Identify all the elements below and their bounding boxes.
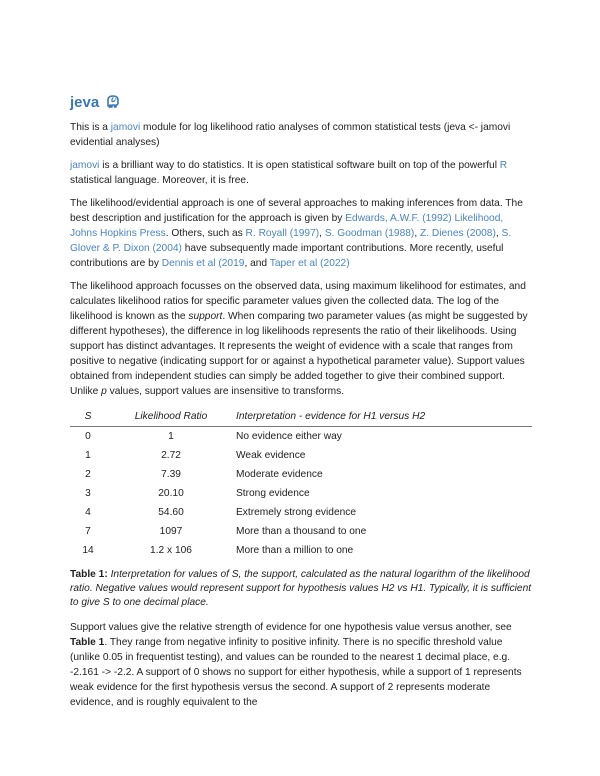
table-cell: More than a thousand to one	[236, 526, 367, 537]
dennis-link[interactable]: Dennis et al (2019	[161, 258, 245, 269]
glover-dixon-link[interactable]: S. Glover & P. Dixon (2004)	[70, 228, 512, 254]
table-row	[70, 484, 532, 503]
r-language-link[interactable]: R	[499, 160, 508, 171]
table-row	[70, 446, 532, 465]
approach-paragraph	[70, 196, 532, 271]
support-text-a: Support values give the relative strength of evidence for one hypothesis value versus another, see	[70, 622, 512, 633]
elephant-icon	[105, 94, 121, 110]
approach-text-f: have subsequently made important contributions. More recently, useful contributions are by	[70, 243, 504, 269]
page-title	[70, 92, 532, 112]
table-cell: 1	[85, 450, 91, 461]
royall-link[interactable]: R. Royall (1997)	[245, 228, 320, 239]
approach-text-e: ,	[495, 228, 502, 239]
likelihood-text-a: The likelihood approach focusses on the observed data, using maximum likelihood for estimates, and calculates likelihood ratios for specific parameter values given the collected data. The log of the likelihood is known as the	[70, 281, 526, 322]
table-reference: Table 1	[70, 637, 105, 648]
approach-text-g: , and	[244, 258, 270, 269]
table-cell: 54.60	[158, 507, 184, 518]
taper-link[interactable]: Taper et al (2022)	[269, 258, 350, 269]
table-cell: 4	[85, 507, 91, 518]
dienes-link[interactable]: Z. Dienes (2008)	[419, 228, 496, 239]
table-cell: More than a million to one	[236, 545, 354, 556]
p-term: p	[101, 386, 107, 397]
approach-text-a: The likelihood/evidential approach is one of several approaches to making inferences from data. The best description and justification for the approach is given by	[70, 198, 523, 224]
likelihood-text-b: . When comparing two parameter values (as might be suggested by different hypotheses), the difference in log likelihoods represents the ratio of their likelihoods. Using support has distinct advantages. It represents the weight of evidence with a scale that ranges from positive to negative (indicating support for or against a hypothetical parameter value). Support values obtained from independent studies can simply be added together to give their combined support. Unlike	[70, 311, 528, 397]
document-content	[70, 92, 532, 718]
likelihood-text-c: values, support values are insensitive to transforms.	[106, 386, 345, 397]
intro-paragraph	[70, 120, 532, 150]
table-cell: Extremely strong evidence	[236, 507, 357, 518]
table-header-row	[70, 407, 532, 427]
table-caption	[70, 568, 532, 610]
jamovi-text-a: is a brilliant way to do statistics. It is open statistical software built on top of the powerful	[99, 160, 500, 171]
support-text-b: . They range from negative infinity to positive infinity. There is no specific threshold value (unlike 0.05 in frequentist testing), and values can be rounded to the nearest 1 decimal place, e.g. -2.161 -> -2.2. A support of 0 shows no support for either hypothesis, while a support of 1 represents weak evidence for the first hypothesis versus the second. A support of 2 represents moderate evidence, and is roughly equivalent to the	[70, 637, 522, 708]
approach-text-c: ,	[319, 228, 325, 239]
table-cell: 3	[85, 488, 91, 499]
support-term: support	[188, 311, 223, 322]
table-row	[70, 465, 532, 484]
support-paragraph	[70, 620, 532, 710]
column-header-interpretation: Interpretation - evidence for H1 versus H2	[236, 407, 532, 427]
likelihood-paragraph	[70, 279, 532, 399]
table-cell: No evidence either way	[236, 431, 342, 442]
table-cell: Moderate evidence	[236, 469, 323, 480]
table-cell: Strong evidence	[236, 488, 310, 499]
table-row	[70, 503, 532, 522]
table-cell: 0	[85, 431, 91, 442]
table-cell: Weak evidence	[236, 450, 306, 461]
approach-text-b: . Others, such as	[165, 228, 246, 239]
page-title-text: jeva	[70, 93, 100, 111]
column-header-s: S	[70, 407, 106, 427]
support-table	[70, 407, 532, 560]
jamovi-paragraph	[70, 158, 532, 188]
table-cell: 1097	[159, 526, 183, 537]
column-header-likelihood-ratio: Likelihood Ratio	[106, 407, 236, 427]
jamovi-link[interactable]: jamovi	[110, 122, 141, 133]
table-cell: 14	[82, 545, 94, 556]
table-caption-text: Interpretation for values of S, the support, calculated as the natural logarithm of the likelihood ratio. Negative values would represent support for hypothesis values H2 vs H1. Typically, it is sufficient to give S to one decimal place.	[70, 569, 532, 608]
table-row	[70, 427, 532, 447]
intro-text-b: module for log likelihood ratio analyses of common statistical tests (jeva <- jamovi evidential analyses)	[70, 122, 511, 148]
table-cell: 20.10	[158, 488, 184, 499]
table-cell: 1.2 x 106	[150, 545, 192, 556]
table-row	[70, 541, 532, 560]
table-caption-label: Table 1:	[70, 569, 108, 580]
goodman-link[interactable]: S. Goodman (1988)	[324, 228, 415, 239]
table-cell: 1	[168, 431, 174, 442]
table-cell: 2	[85, 469, 91, 480]
jamovi-text-b: statistical language. Moreover, it is free.	[70, 175, 249, 186]
table-cell: 2.72	[161, 450, 181, 461]
table-row	[70, 522, 532, 541]
edwards-link[interactable]: Edwards, A.W.F. (1992) Likelihood, Johns Hopkins Press	[70, 213, 504, 239]
jamovi-link-2[interactable]: jamovi	[70, 160, 100, 171]
approach-text-d: ,	[414, 228, 420, 239]
table-cell: 7.39	[161, 469, 181, 480]
table-cell: 7	[85, 526, 91, 537]
intro-text-a: This is a	[70, 122, 111, 133]
